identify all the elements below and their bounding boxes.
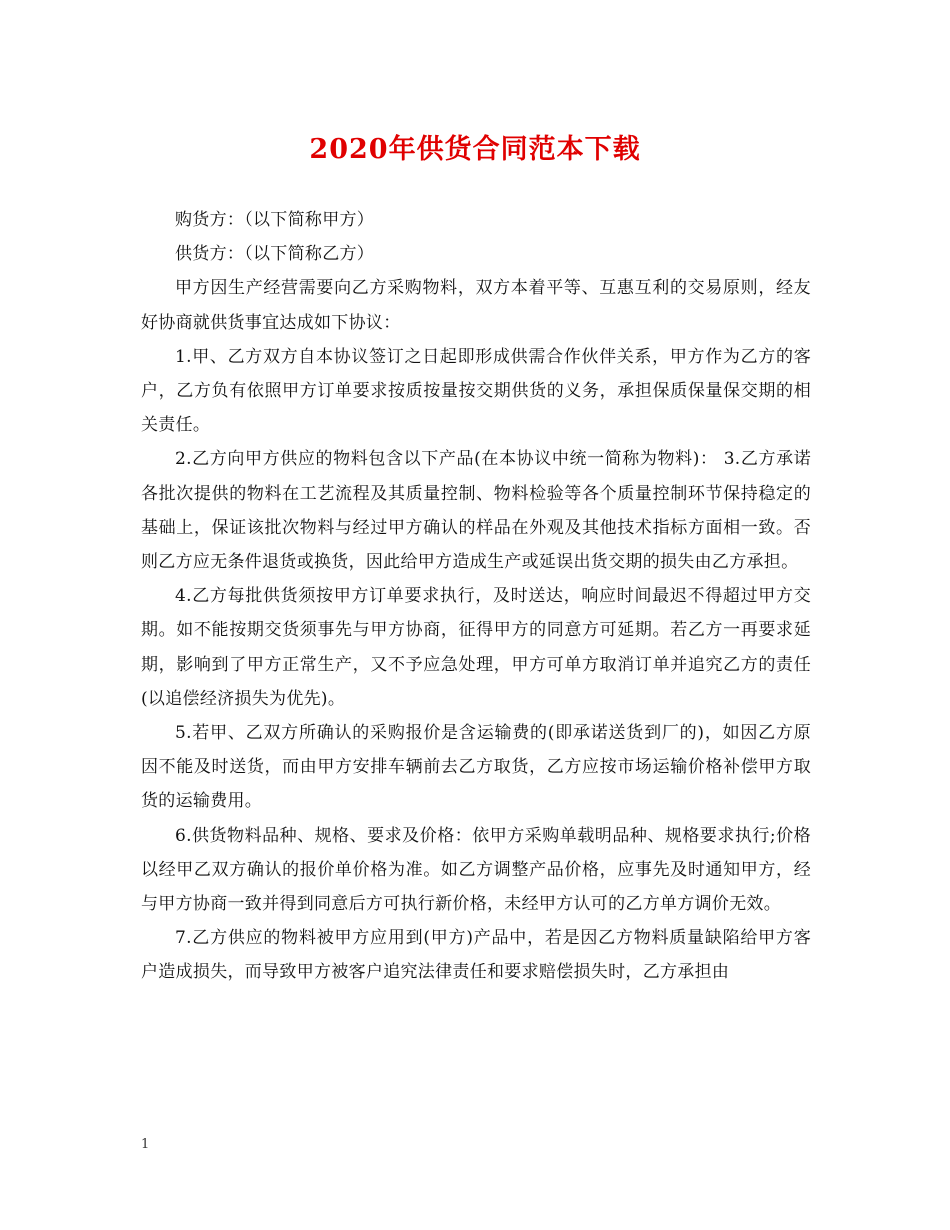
document-body xyxy=(141,203,811,990)
page-number: 1 xyxy=(141,1137,150,1152)
paragraph-clause-7: 7.乙方供应的物料被甲方应用到(甲方)产品中，若是因乙方物料质量缺陷给甲方客户造成损失，而导致甲方被客户追究法律责任和要求赔偿损失时，乙方承担由 xyxy=(141,928,811,983)
paragraph-buyer: 购货方：（以下简称甲方） xyxy=(175,210,375,230)
paragraph-clause-6: 6.供货物料品种、规格、要求及价格：依甲方采购单载明品种、规格要求执行;价格以经甲乙双方确认的报价单价格为准。如乙方调整产品价格，应事先及时通知甲方，经与甲方协商一致并得到同意后方可执行新价格，未经甲方认可的乙方单方调价无效。 xyxy=(141,825,811,915)
document-title: 2020年供货合同范本下载 xyxy=(309,134,641,165)
paragraph-supplier: 供货方：（以下简称乙方） xyxy=(175,244,375,265)
paragraph-clause-4: 4.乙方每批供货须按甲方订单要求执行，及时送达，响应时间最迟不得超过甲方交期。如不能按期交货须事先与甲方协商，征得甲方的同意方可延期。若乙方一再要求延期，影响到了甲方正常生产，又不予应急处理，甲方可单方取消订单并追究乙方的责任(以追偿经济损失为优先)。 xyxy=(141,586,811,709)
paragraph-clause-5: 5.若甲、乙双方所确认的采购报价是含运输费的(即承诺送货到厂的)，如因乙方原因不能及时送货，而由甲方安排车辆前去乙方取货，乙方应按市场运输价格补偿甲方取货的运输费用。 xyxy=(141,723,811,812)
paragraph-clause-2-3: 2.乙方向甲方供应的物料包含以下产品(在本协议中统一简称为物料)： 3.乙方承诺各批次提供的物料在工艺流程及其质量控制、物料检验等各个质量控制环节保持稳定的基础上，保证该批次物料与经过甲方确认的样品在外观及其他技术指标方面相一致。否则乙方应无条件退货或换货，因此给甲方造成生产或延误出货交期的损失由乙方承担。 xyxy=(141,449,811,573)
paragraph-clause-1: 1.甲、乙方双方自本协议签订之日起即形成供需合作伙伴关系，甲方作为乙方的客户，乙方负有依照甲方订单要求按质按量按交期供货的义务，承担保质保量保交期的相关责任。 xyxy=(141,346,811,436)
paragraph-preamble: 甲方因生产经营需要向乙方采购物料，双方本着平等、互惠互利的交易原则，经友好协商就供货事宜达成如下协议： xyxy=(141,278,811,333)
